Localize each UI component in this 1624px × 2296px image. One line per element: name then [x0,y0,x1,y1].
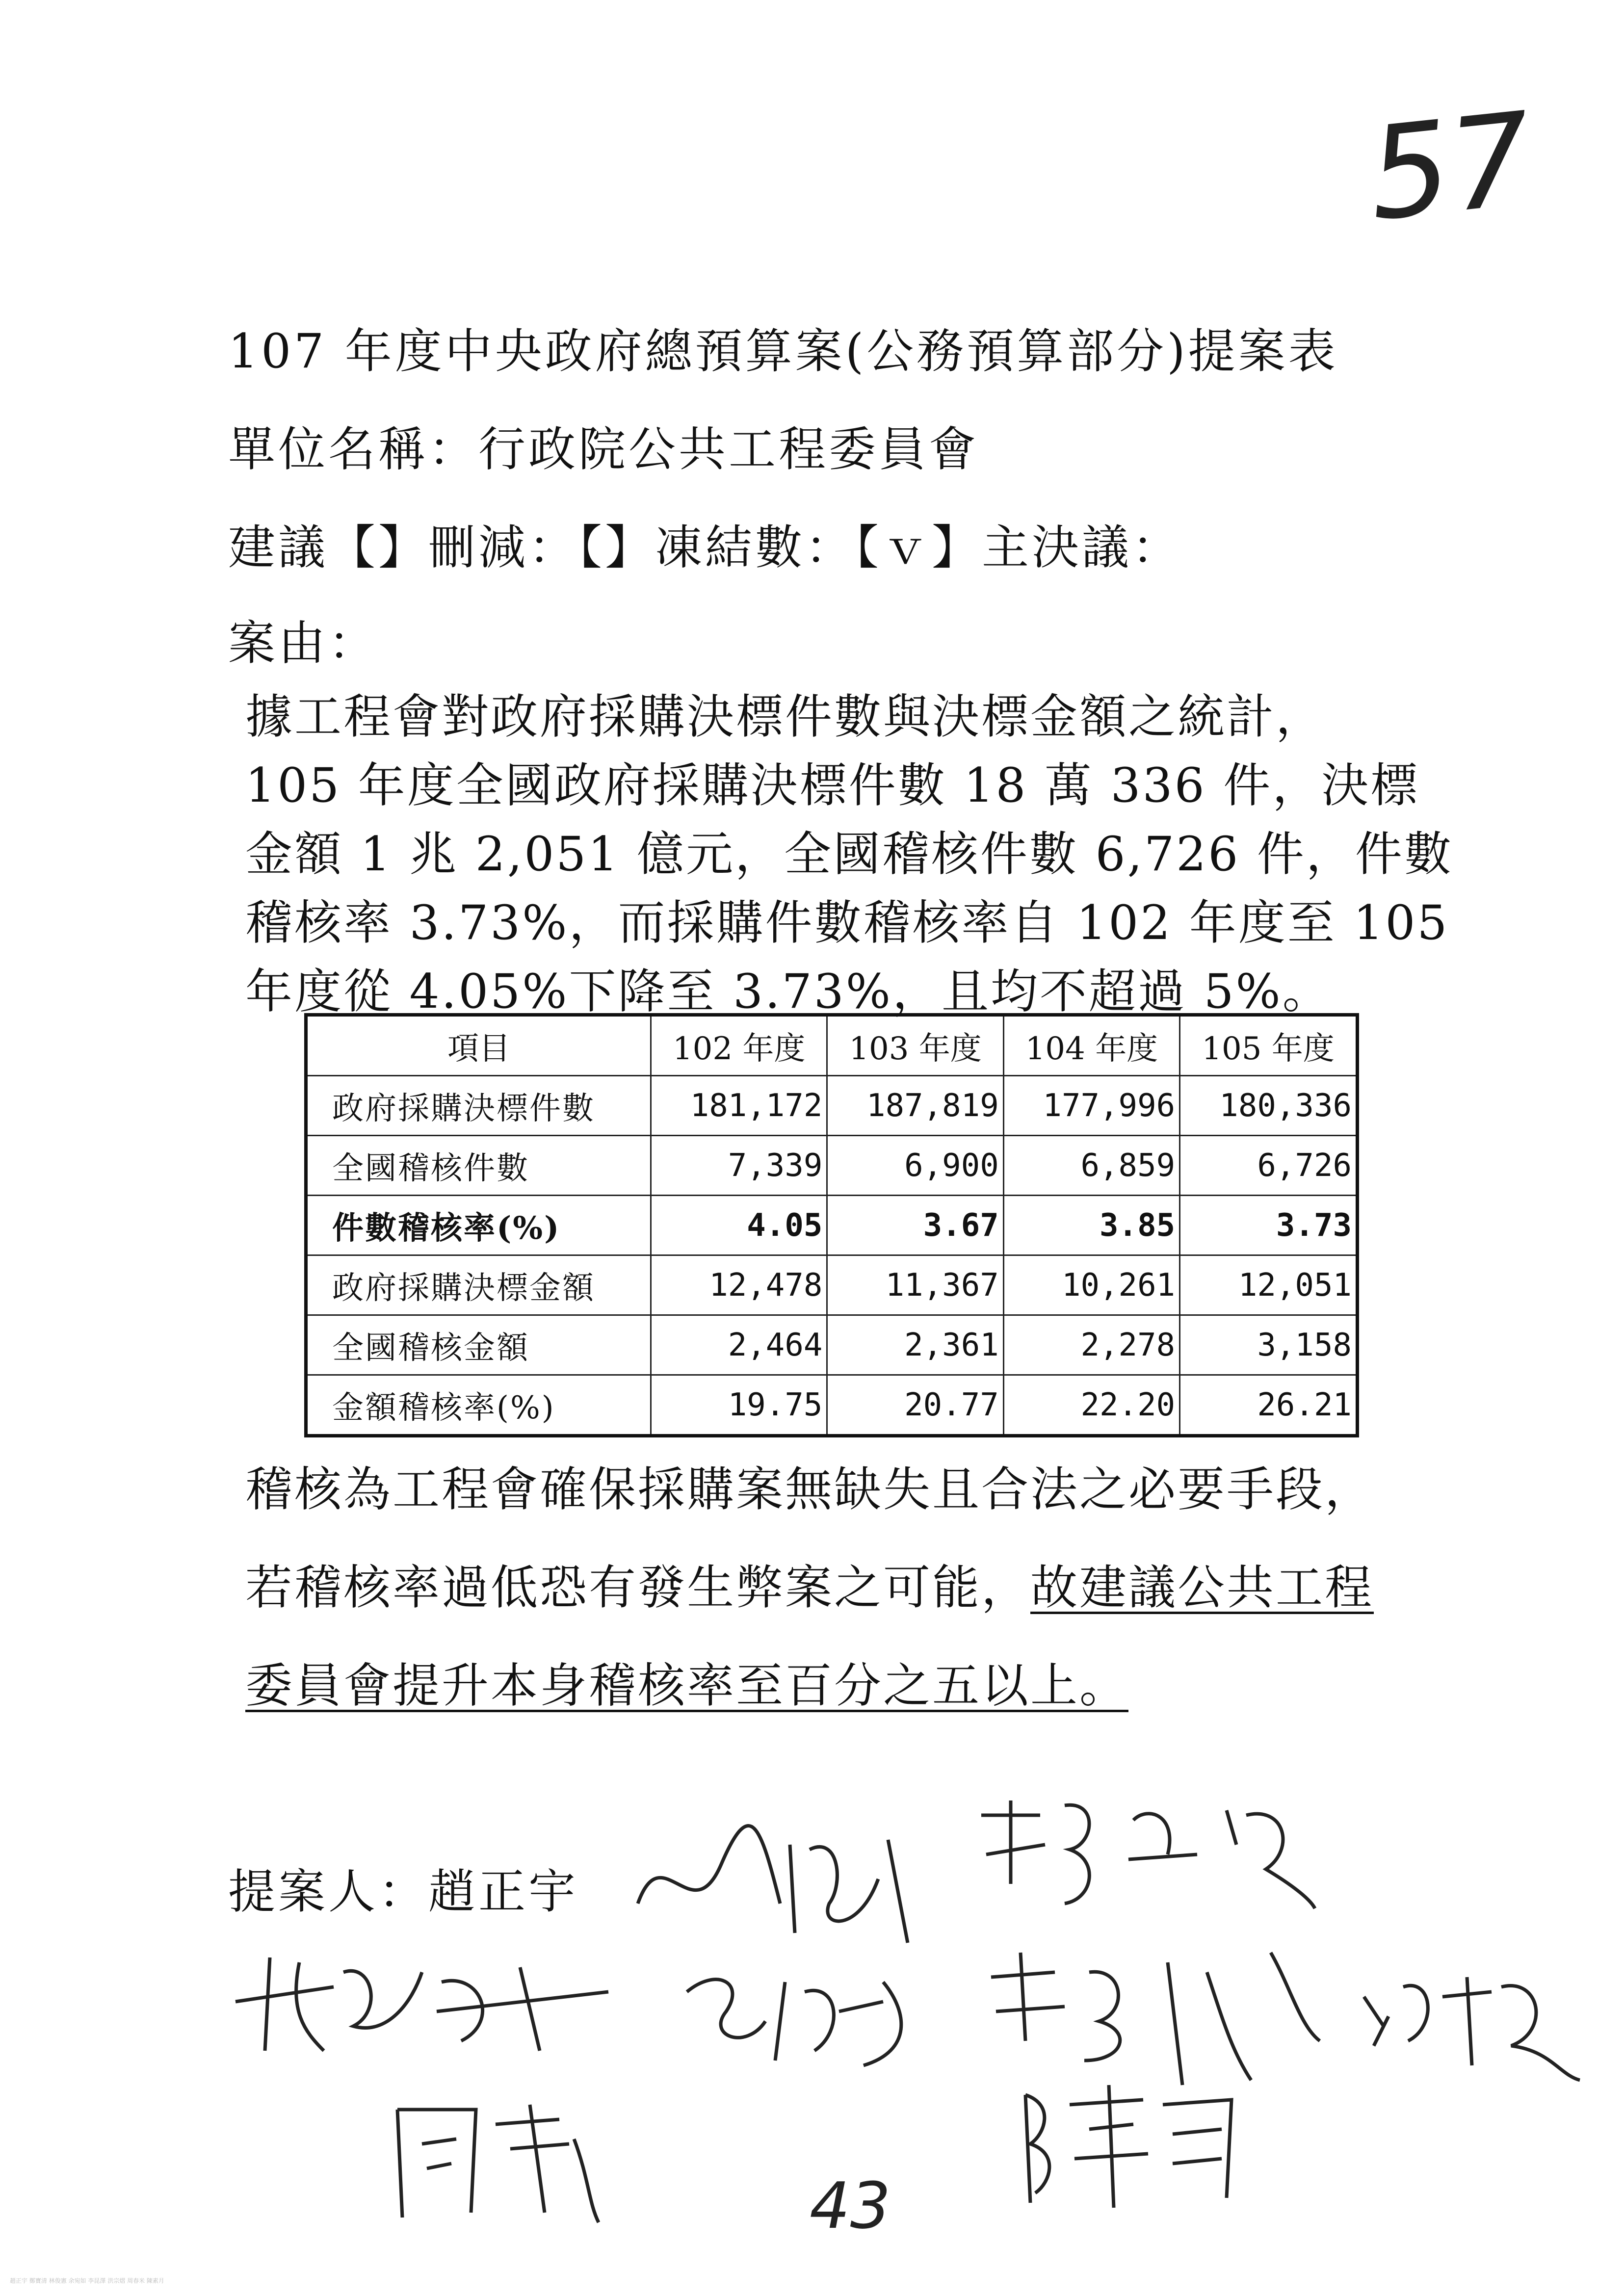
reason-line: 105 年度全國政府採購決標件數 18 萬 336 件，決標 [245,758,1420,813]
reason-line: 年度從 4.05%下降至 3.73%，且均不超過 5%。 [245,964,1332,1019]
table-cell: 6,900 [827,1136,1003,1196]
table-cell: 3,158 [1180,1315,1358,1375]
unit-name: 單位名稱：行政院公共工程委員會 [228,422,979,477]
table-cell: 12,478 [651,1255,827,1315]
table-cell: 180,336 [1180,1076,1358,1136]
conclusion-line [245,1550,1374,1618]
signature-yu [677,1953,932,2072]
table-cell: 19.75 [651,1375,827,1436]
table-cell: 6,859 [1003,1136,1179,1196]
table-cell: 12,051 [1180,1255,1358,1315]
table-cell: 177,996 [1003,1076,1179,1136]
table-header-cell: 104 年度 [1003,1015,1179,1076]
table-row [306,1375,1358,1436]
conclusion-text: 若稽核率過低恐有發生弊案之可能， [245,1560,1030,1615]
conclusion-underlined-text: 委員會提升本身稽核率至百分之五以上。 [245,1658,1128,1713]
table-cell: 2,278 [1003,1315,1179,1375]
document-title: 107 年度中央政府總預算案(公務預算部分)提案表 [228,324,1338,379]
table-cell: 2,464 [651,1315,827,1375]
table-cell: 6,726 [1180,1136,1358,1196]
table-cell: 10,261 [1003,1255,1179,1315]
table-cell: 3.67 [827,1196,1003,1255]
table-row [306,1196,1358,1255]
proposal-options: 建議【】刪減：【】凍結數：【ｖ】主決議： [228,520,1182,575]
signature-chen [1016,2075,1251,2215]
table-header-cell: 105 年度 [1180,1015,1358,1076]
table-cell: 3.73 [1180,1196,1358,1255]
conclusion-line: 稽核為工程會確保採購案無缺失且合法之必要手段， [245,1462,1374,1517]
table-cell: 181,172 [651,1076,827,1136]
table-cell: 187,819 [827,1076,1003,1136]
reason-line: 金額 1 兆 2,051 億元，全國稽核件數 6,726 件，件數 [245,827,1453,882]
table-cell: 4.05 [651,1196,827,1255]
conclusion-line [245,1648,1128,1716]
row-label: 全國稽核金額 [306,1315,651,1375]
signature-hong [1354,1957,1590,2087]
conclusion-underlined-text: 故建議公共工程 [1030,1560,1374,1615]
table-cell: 20.77 [827,1375,1003,1436]
table-cell: 3.85 [1003,1196,1179,1255]
row-label: 件數稽核率(%) [306,1196,651,1255]
table-cell: 22.20 [1003,1375,1179,1436]
table-row [306,1076,1358,1136]
table-cell: 7,339 [651,1136,827,1196]
table-cell: 2,361 [827,1315,1003,1375]
handwritten-page-number: 57 [1362,85,1539,250]
proposer-label: 提案人：趙正宇 [228,1864,578,1919]
signature-names: 趙正宇 鄭寶清 林俊憲 余宛如 李昆澤 洪宗熠 周春米 陳素月 [10,2277,164,2284]
table-header-row [306,1015,1358,1076]
signature-zhao [633,1805,937,1955]
signature-zhou [383,2090,608,2229]
signature-zheng [971,1786,1325,1915]
table-header-cell: 103 年度 [827,1015,1003,1076]
table-row [306,1255,1358,1315]
reason-label: 案由： [228,616,378,671]
row-label: 全國稽核件數 [306,1136,651,1196]
signature-lin [226,1943,618,2062]
procurement-statistics-table [304,1013,1359,1437]
row-label: 政府採購決標件數 [306,1076,651,1136]
reason-line: 稽核率 3.73%，而採購件數稽核率自 102 年度至 105 [245,895,1449,950]
table-header-cell: 102 年度 [651,1015,827,1076]
table-header-cell: 項目 [306,1015,651,1076]
row-label: 政府採購決標金額 [306,1255,651,1315]
row-label: 金額稽核率(%) [306,1375,651,1436]
table-row [306,1315,1358,1375]
signature-li [976,1943,1330,2092]
table-cell: 11,367 [827,1255,1003,1315]
reason-line: 據工程會對政府採購決標件數與決標金額之統計， [245,689,1325,744]
handwritten-footer-page-number: 43 [810,2168,891,2243]
table-row [306,1136,1358,1196]
table-cell: 26.21 [1180,1375,1358,1436]
